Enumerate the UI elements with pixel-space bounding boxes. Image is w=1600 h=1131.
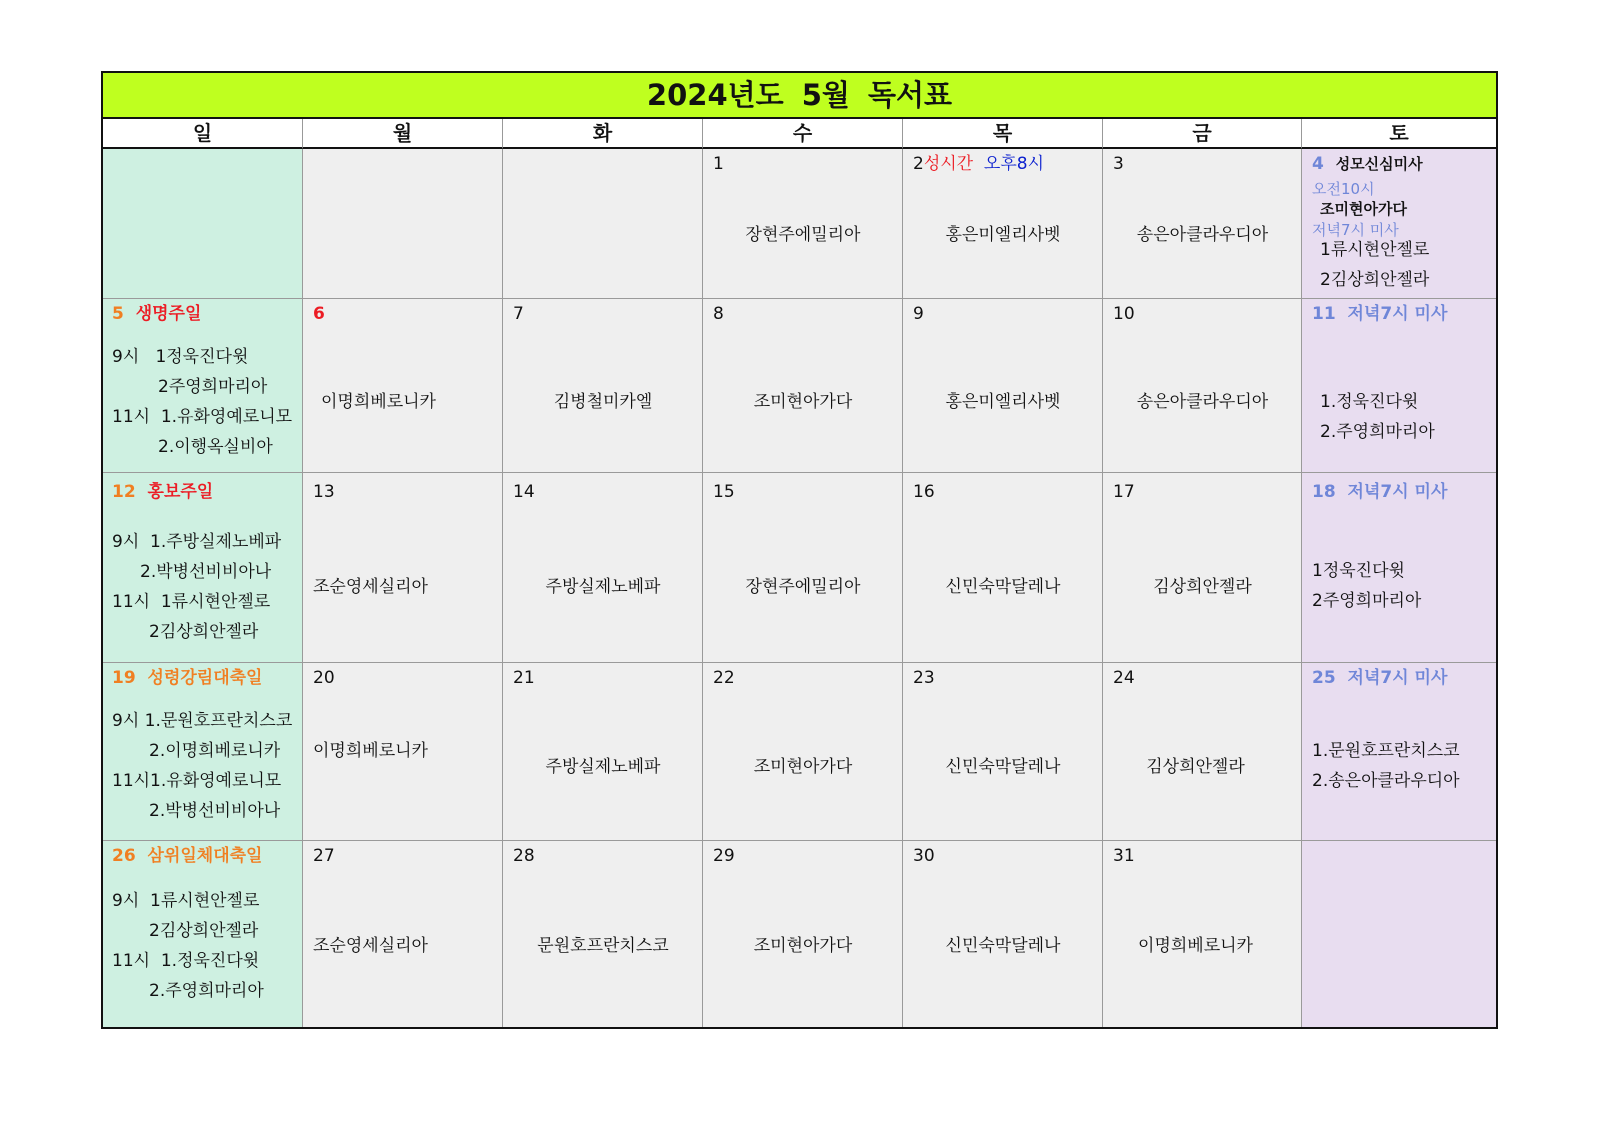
evening-mass-label: 저녁7시 미사 <box>1347 304 1448 324</box>
reader-name: 이명희베로니카 <box>321 392 436 412</box>
day-cell-2 <box>903 149 1103 299</box>
day-cell-empty <box>303 149 503 299</box>
reader-name: 2.주영희마리아 <box>1320 422 1435 442</box>
day-number: 27 <box>313 846 335 866</box>
day-cell-14 <box>503 473 703 663</box>
day-number: 14 <box>513 482 535 502</box>
day-number: 11 <box>1312 304 1336 324</box>
evening-mass-label: 저녁7시 미사 <box>1347 668 1448 688</box>
weekday-thu: 목 <box>903 119 1103 149</box>
day-number: 18 <box>1312 482 1336 502</box>
calendar-title: 2024년도 5월 독서표 <box>103 73 1496 119</box>
reader-name: 송은아클라우디아 <box>1136 225 1269 245</box>
weekday-sat: 토 <box>1302 119 1496 149</box>
evening-mass-label: 저녁7시 미사 <box>1347 482 1448 502</box>
reader-name: 홍은미엘리사벳 <box>945 225 1061 245</box>
day-number: 24 <box>1113 668 1135 688</box>
reader-line: 9시 1.문원호프란치스코 <box>112 711 293 731</box>
day-cell-5 <box>103 299 303 473</box>
day-cell-25 <box>1302 663 1496 841</box>
reader-line: 2.주영희마리아 <box>149 981 264 1001</box>
day-cell-28 <box>503 841 703 1027</box>
feast-label: 삼위일체대축일 <box>147 846 263 866</box>
day-cell-26 <box>103 841 303 1027</box>
reader-name: 이명희베로니카 <box>313 741 428 761</box>
day-cell-19 <box>103 663 303 841</box>
day-number: 4 <box>1312 154 1324 174</box>
reader-name: 신민숙막달레나 <box>945 577 1061 597</box>
reader-name: 신민숙막달레나 <box>945 936 1061 956</box>
day-number: 5 <box>112 304 124 324</box>
holy-hour-time: 오후8시 <box>983 154 1045 174</box>
day-cell-20 <box>303 663 503 841</box>
reader-name: 김상희안젤라 <box>1146 757 1245 777</box>
weekday-tue: 화 <box>503 119 703 149</box>
reader-line: 11시1.유화영예로니모 <box>112 771 282 791</box>
weekday-sun: 일 <box>103 119 303 149</box>
day-number: 28 <box>513 846 535 866</box>
day-number: 31 <box>1113 846 1135 866</box>
reader-name: 김상희안젤라 <box>1153 577 1252 597</box>
reader-line: 2주영희마리아 <box>158 377 268 397</box>
day-number: 17 <box>1113 482 1135 502</box>
reader-line: 9시 1.주방실제노베파 <box>112 532 282 552</box>
reader-line: 2.이명희베로니카 <box>149 741 281 761</box>
feast-label: 생명주일 <box>135 304 202 324</box>
weekday-wed: 수 <box>703 119 903 149</box>
day-cell-31 <box>1103 841 1302 1027</box>
reader-line: 2김상희안젤라 <box>149 921 259 941</box>
reader-name: 조미현아가다 <box>753 936 853 956</box>
day-header <box>1312 304 1447 324</box>
reader-name: 주방실제노베파 <box>545 577 661 597</box>
day-number: 29 <box>713 846 735 866</box>
day-header <box>112 304 201 324</box>
day-cell-22 <box>703 663 903 841</box>
day-cell-15 <box>703 473 903 663</box>
day-cell-11 <box>1302 299 1496 473</box>
day-cell-1 <box>703 149 903 299</box>
day-cell-23 <box>903 663 1103 841</box>
day-number: 23 <box>913 668 935 688</box>
day-cell-24 <box>1103 663 1302 841</box>
day-cell-3 <box>1103 149 1302 299</box>
reader-line: 9시 1정욱진다윗 <box>112 347 249 367</box>
reader-name: 조미현아가다 <box>753 757 853 777</box>
day-header <box>1312 482 1447 502</box>
reader-name: 조미현아가다 <box>753 392 853 412</box>
day-number: 21 <box>513 668 535 688</box>
day-number: 10 <box>1113 304 1135 324</box>
reader-name: 2김상희안젤라 <box>1320 270 1430 290</box>
day-cell-13 <box>303 473 503 663</box>
day-cell-16 <box>903 473 1103 663</box>
reader-line: 11시 1류시현안젤로 <box>112 592 271 612</box>
reader-name: 이명희베로니카 <box>1138 936 1253 956</box>
day-number: 12 <box>112 482 136 502</box>
reader-name: 조미현아가다 <box>1320 200 1407 218</box>
day-number: 6 <box>313 304 325 324</box>
day-number: 3 <box>1113 154 1124 174</box>
day-cell-empty <box>103 149 303 299</box>
day-cell-8 <box>703 299 903 473</box>
reader-name: 장현주에밀리아 <box>745 225 861 245</box>
day-number: 19 <box>112 668 136 688</box>
day-number: 20 <box>313 668 335 688</box>
day-cell-empty <box>503 149 703 299</box>
day-cell-10 <box>1103 299 1302 473</box>
day-header <box>112 668 262 688</box>
day-number: 1 <box>713 154 724 174</box>
reader-name: 2주영희마리아 <box>1312 591 1422 611</box>
reader-name: 장현주에밀리아 <box>745 577 861 597</box>
day-number: 9 <box>913 304 924 324</box>
reader-name: 김병철미카엘 <box>553 392 653 412</box>
reader-name: 문원호프란치스코 <box>537 936 669 956</box>
weekday-mon: 월 <box>303 119 503 149</box>
holy-hour-label: 성시간 <box>923 154 974 174</box>
day-number: 13 <box>313 482 335 502</box>
reader-name: 2.송은아클라우디아 <box>1312 771 1460 791</box>
day-number: 15 <box>713 482 735 502</box>
day-number: 7 <box>513 304 524 324</box>
reader-name: 홍은미엘리사벳 <box>945 392 1061 412</box>
day-cell-6 <box>303 299 503 473</box>
day-cell-18 <box>1302 473 1496 663</box>
day-cell-empty <box>1302 841 1496 1027</box>
reader-name: 주방실제노베파 <box>545 757 661 777</box>
day-header <box>112 846 262 866</box>
reader-line: 11시 1.유화영예로니모 <box>112 407 293 427</box>
day-header <box>112 482 213 502</box>
day-cell-27 <box>303 841 503 1027</box>
reading-schedule-calendar <box>101 71 1498 1029</box>
day-number: 16 <box>913 482 935 502</box>
day-number: 8 <box>713 304 724 324</box>
day-cell-29 <box>703 841 903 1027</box>
day-number: 26 <box>112 846 136 866</box>
reader-name: 1정욱진다윗 <box>1312 561 1405 581</box>
day-cell-4 <box>1302 149 1496 299</box>
day-header <box>1312 668 1447 688</box>
reader-line: 2.이행옥실비아 <box>158 437 273 457</box>
day-cell-7 <box>503 299 703 473</box>
day-number: 30 <box>913 846 935 866</box>
event-label: 성모신심미사 <box>1335 155 1423 173</box>
day-number: 22 <box>713 668 735 688</box>
weekday-fri: 금 <box>1103 119 1302 149</box>
day-number-row <box>913 154 1044 174</box>
day-cell-17 <box>1103 473 1302 663</box>
feast-label: 홍보주일 <box>147 482 214 502</box>
day-number: 25 <box>1312 668 1336 688</box>
reader-name: 1.문원호프란치스코 <box>1312 741 1460 761</box>
reader-line: 2.박병선비비아나 <box>140 562 272 582</box>
day-cell-12 <box>103 473 303 663</box>
reader-name: 1.정욱진다윗 <box>1320 392 1419 412</box>
evening-mass-label: 저녁7시 미사 <box>1312 221 1399 239</box>
reader-line: 11시 1.정욱진다윗 <box>112 951 260 971</box>
reader-name: 신민숙막달레나 <box>945 757 1061 777</box>
day-cell-30 <box>903 841 1103 1027</box>
reader-name: 1류시현안젤로 <box>1320 240 1430 260</box>
reader-name: 조순영세실리아 <box>313 577 428 597</box>
reader-name: 송은아클라우디아 <box>1136 392 1269 412</box>
reader-name: 조순영세실리아 <box>313 936 428 956</box>
feast-label: 성령강림대축일 <box>147 668 263 688</box>
day-number: 2 <box>913 154 924 174</box>
day-cell-21 <box>503 663 703 841</box>
reader-line: 9시 1류시현안젤로 <box>112 891 260 911</box>
morning-mass-label: 오전10시 <box>1312 180 1375 198</box>
day-cell-9 <box>903 299 1103 473</box>
reader-line: 2.박병선비비아나 <box>149 801 281 821</box>
day-header <box>1312 154 1423 174</box>
reader-line: 2김상희안젤라 <box>149 622 259 642</box>
